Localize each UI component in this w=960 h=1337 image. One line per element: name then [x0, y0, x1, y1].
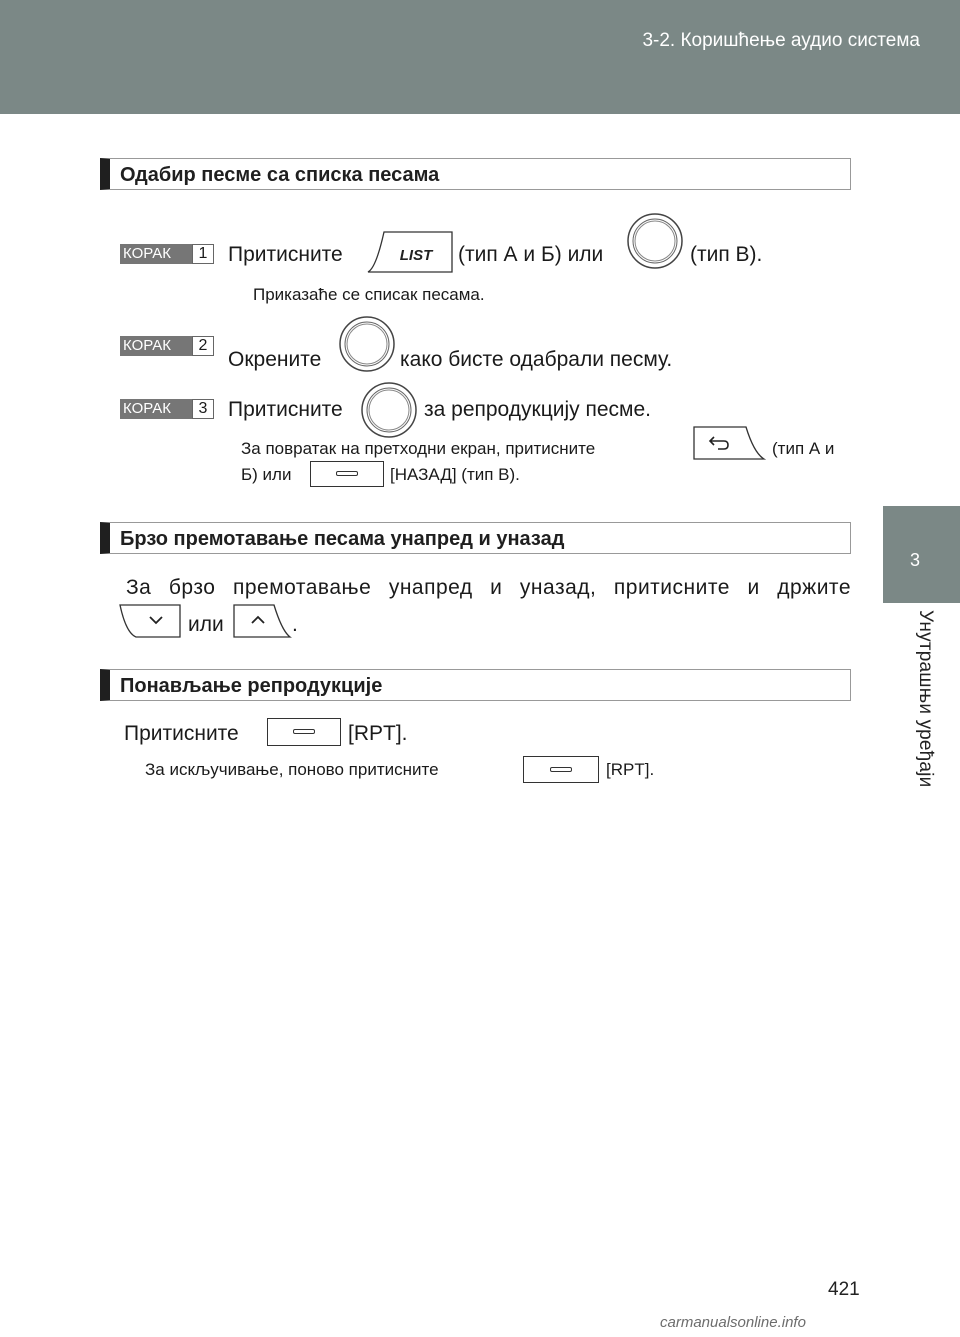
- section-title: 3-2. Коришћење аудио система: [642, 30, 920, 51]
- back-note-line2b: [НАЗАД] (тип В).: [390, 465, 520, 484]
- step2-prefix: Окрените: [228, 348, 322, 371]
- chapter-number: 3: [910, 550, 921, 570]
- step-badge-3: [120, 399, 214, 419]
- ff-body-end: .: [292, 613, 298, 636]
- list-button-icon: [366, 228, 454, 274]
- repeat-note-suffix: [RPT].: [606, 760, 655, 779]
- back-button-icon: [692, 425, 766, 461]
- chapter-tab: [883, 506, 960, 603]
- step1-prefix: Притисните: [228, 243, 343, 266]
- soft-key-icon: [310, 461, 384, 487]
- step-word: КОРАК: [120, 399, 192, 419]
- ff-body-or: или: [188, 613, 224, 636]
- ff-body-line1: За брзо премотавање унапред и уназад, притисните и држите: [126, 576, 851, 599]
- knob-icon: [626, 212, 684, 270]
- repeat-note-prefix: За искључивање, поново притисните: [145, 760, 439, 779]
- seek-up-button-icon: [232, 603, 292, 639]
- step1-note: Приказаће се списак песама.: [253, 285, 485, 304]
- step-badge-2: [120, 336, 214, 356]
- section-heading-text: Одабир песме са списка песама: [120, 164, 440, 186]
- step3-suffix: за репродукцију песме.: [424, 398, 651, 421]
- step-number: 3: [192, 399, 214, 419]
- section-heading-text: Брзо премотавање песама унапред и уназад: [120, 528, 565, 550]
- step1-suffix: (тип В).: [690, 243, 763, 266]
- knob-icon: [360, 381, 418, 439]
- step-number: 1: [192, 244, 214, 264]
- back-note-line1b: (тип А и: [772, 439, 835, 458]
- page-number: 421: [828, 1279, 860, 1300]
- list-button-label: LIST: [399, 247, 433, 264]
- step-number: 2: [192, 336, 214, 356]
- section-heading-song-list: [100, 158, 851, 190]
- back-note-line2a: Б) или: [241, 465, 292, 484]
- step-word: КОРАК: [120, 336, 192, 356]
- step-word: КОРАК: [120, 244, 192, 264]
- rpt-soft-key-icon: [267, 718, 341, 746]
- header-band: [0, 0, 960, 114]
- knob-icon: [338, 315, 396, 373]
- chapter-label: Унутрашњи уређаји: [915, 610, 936, 788]
- watermark: carmanualsonline.info: [660, 1314, 806, 1331]
- back-note-line1a: За повратак на претходни екран, притисните: [241, 439, 596, 458]
- step-badge-1: [120, 244, 214, 264]
- section-heading-repeat: [100, 669, 851, 701]
- rpt-soft-key-icon: [523, 756, 599, 783]
- section-heading-text: Понављање репродукције: [120, 675, 383, 697]
- step2-suffix: како бисте одабрали песму.: [400, 348, 673, 371]
- seek-down-button-icon: [118, 603, 182, 639]
- repeat-body-prefix: Притисните: [124, 722, 239, 745]
- repeat-body-suffix: [RPT].: [348, 722, 408, 745]
- step3-prefix: Притисните: [228, 398, 343, 421]
- section-heading-fast-forward: [100, 522, 851, 554]
- step1-middle: (тип А и Б) или: [458, 243, 604, 266]
